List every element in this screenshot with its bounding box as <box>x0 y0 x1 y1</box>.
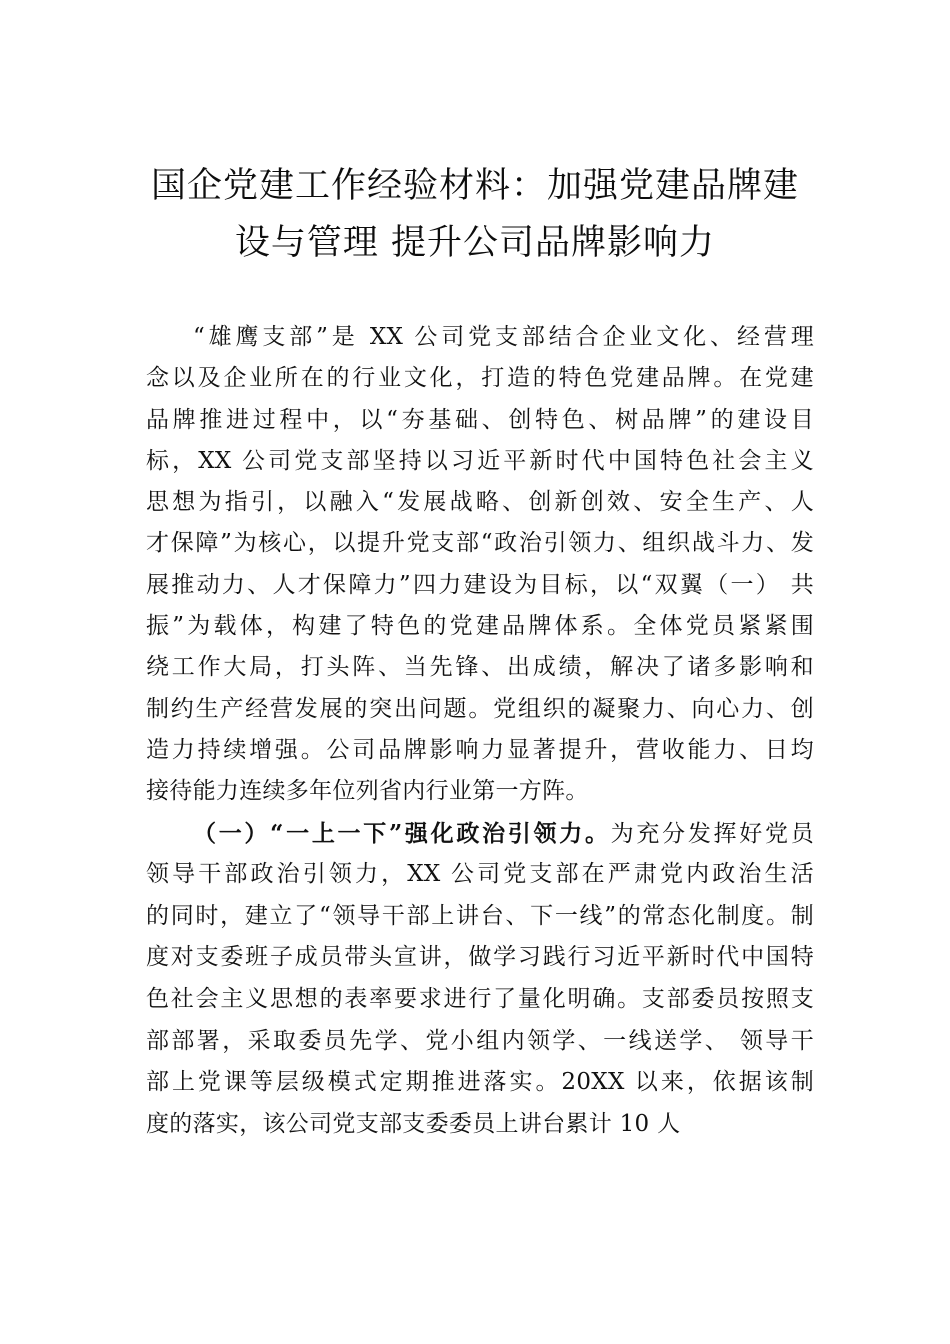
paragraph-line: 接待能力连续多年位列省内行业第一方阵。 <box>146 778 589 805</box>
paragraph-line: 造力持续增强。公司品牌影响力显著提升，营收能力、日均 <box>146 736 814 763</box>
paragraph-line: 领导干部政治引领力，XX 公司党支部在严肃党内政治生活 <box>146 861 814 888</box>
section-1-first-line-text: 为充分发挥好党员 <box>610 820 814 847</box>
paragraph-line: 的同时，建立了“领导干部上讲台、下一线”的常态化制度。制 <box>146 902 814 929</box>
paragraph-line: 绕工作大局，打头阵、当先锋、出成绩，解决了诸多影响和 <box>146 654 814 681</box>
paragraph-line: 展推动力、人才保障力”四力建设为目标，以“双翼（一） 共 <box>146 571 814 598</box>
paragraph-line: 振”为载体，构建了特色的党建品牌体系。全体党员紧紧围 <box>146 613 814 640</box>
paragraph-line: 色社会主义思想的表率要求进行了量化明确。支部委员按照支 <box>146 985 814 1012</box>
paragraph-line: 才保障”为核心，以提升党支部“政治引领力、组织战斗力、发 <box>146 530 814 557</box>
intro-paragraph <box>146 317 814 813</box>
title-line-2: 设与管理 提升公司品牌影响力 <box>234 223 716 263</box>
paragraph-line: 思想为指引，以融入“发展战略、创新创效、安全生产、人 <box>146 489 814 516</box>
document-body <box>146 317 814 1145</box>
paragraph-line: “雄鹰支部”是 XX 公司党支部结合企业文化、经营理 <box>193 324 814 350</box>
paragraph-line: 品牌推进过程中，以“夯基础、创特色、树品牌”的建设目 <box>146 406 814 433</box>
section-1-first-line <box>146 813 814 855</box>
section-1-paragraph <box>146 813 814 1146</box>
paragraph-line: 部部署，采取委员先学、党小组内领学、一线送学、 领导干 <box>146 1027 814 1054</box>
section-1-heading: （一）“一上一下”强化政治引领力。 <box>193 819 611 847</box>
paragraph-line: 度的落实，该公司党支部支委委员上讲台累计 10 人 <box>146 1110 681 1137</box>
paragraph-line: 部上党课等层级模式定期推进落实。20XX 以来，依据该制 <box>146 1069 814 1096</box>
paragraph-line: 度对支委班子成员带头宣讲，做学习践行习近平新时代中国特 <box>146 944 814 971</box>
paragraph-line: 标，XX 公司党支部坚持以习近平新时代中国特色社会主义 <box>146 447 814 474</box>
paragraph-line: 制约生产经营发展的突出问题。党组织的凝聚力、向心力、创 <box>146 695 814 722</box>
paragraph-line: 念以及企业所在的行业文化，打造的特色党建品牌。在党建 <box>146 365 814 392</box>
title-line-1: 国企党建工作经验材料：加强党建品牌建 <box>150 166 799 206</box>
document-title <box>120 158 830 272</box>
